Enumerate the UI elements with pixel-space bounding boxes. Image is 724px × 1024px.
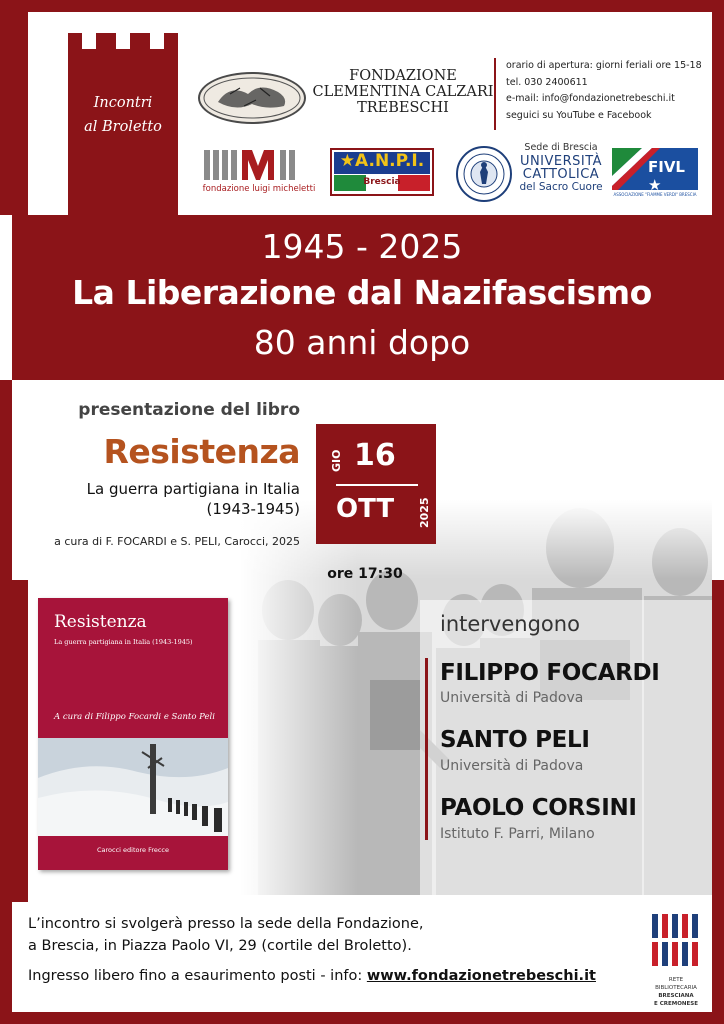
foundation-line-1: FONDAZIONE — [349, 68, 457, 84]
speakers-divider — [425, 658, 428, 840]
rete-line-3: E CREMONESE — [654, 1001, 698, 1007]
book-subtitle-line-1: La guerra partigiana in Italia — [86, 480, 300, 498]
cover-photo — [38, 738, 228, 836]
date-divider — [336, 484, 418, 486]
foundation-seal-logo — [198, 72, 306, 124]
speaker-affiliation: Università di Padova — [440, 690, 584, 706]
book-cover — [38, 598, 228, 870]
title-band — [12, 215, 712, 380]
info-text: Ingresso libero fino a esaurimento posti - info: — [28, 968, 367, 984]
date-day: 16 — [354, 438, 396, 473]
title-years: 1945 - 2025 — [261, 227, 463, 266]
cattolica-line-3: del Sacro Cuore — [519, 181, 603, 193]
cover-authors: A cura di Filippo Focardi e Santo Peli — [54, 712, 215, 722]
fivl-subtitle: ASSOCIAZIONE "FIAMME VERDI" BRESCIA — [613, 192, 697, 197]
badge-line-2: al Broletto — [84, 119, 162, 135]
presentation-label: presentazione del libro — [78, 400, 300, 420]
social-links: seguici su YouTube e Facebook — [506, 109, 652, 121]
contact-info — [494, 58, 712, 130]
cattolica-line-2: CATTOLICA — [522, 167, 600, 182]
cattolica-line-1: UNIVERSITÀ — [519, 154, 603, 169]
date-month: OTT — [336, 494, 395, 524]
website-link[interactable]: www.fondazionetrebeschi.it — [366, 968, 596, 984]
email-address: e-mail: info@fondazionetrebeschi.it — [506, 93, 675, 104]
fivl-title — [648, 158, 698, 194]
speaker-name: SANTO PELI — [440, 727, 590, 753]
fivl-text: FIVL — [648, 158, 685, 176]
merlon — [116, 33, 130, 49]
title-sub: 80 anni dopo — [253, 323, 471, 362]
checker-square — [712, 12, 724, 215]
book-title: Resistenza — [103, 432, 300, 471]
anpi-logo — [330, 148, 434, 196]
fivl-logo — [612, 148, 698, 200]
venue-line-2: a Brescia, in Piazza Paolo VI, 29 (cortile del Broletto). — [28, 938, 412, 954]
cattolica-pre: Sede di Brescia — [524, 142, 598, 153]
anpi-text: A.N.P.I. — [355, 151, 425, 171]
star-icon: ★ — [648, 176, 662, 194]
anpi-city: Brescia — [363, 177, 401, 187]
cattolica-wordmark — [518, 142, 604, 194]
foundation-line-2: CLEMENTINA CALZARI — [312, 84, 494, 100]
date-weekday: GIO — [330, 449, 343, 472]
checker-square — [712, 380, 724, 580]
frame-top — [0, 0, 724, 12]
foundation-name — [312, 68, 494, 116]
frame-bottom — [0, 1012, 724, 1024]
book-subtitle-line-2: (1943-1945) — [206, 500, 300, 518]
speaker-affiliation: Istituto F. Parri, Milano — [440, 826, 595, 842]
date-box — [316, 424, 436, 544]
speaker-affiliation: Università di Padova — [440, 758, 584, 774]
checker-square — [0, 215, 12, 380]
speaker-name: PAOLO CORSINI — [440, 795, 637, 821]
speaker-name: FILIPPO FOCARDI — [440, 660, 660, 686]
book-curators: a cura di F. FOCARDI e S. PELI, Carocci, 2025 — [54, 535, 300, 548]
merlon — [82, 33, 96, 49]
rete-line-1: RETE BIBLIOTECARIA — [655, 977, 697, 991]
cover-publisher: Carocci editore Frecce — [96, 846, 170, 854]
rete-text — [648, 976, 704, 1008]
speakers-heading: intervengono — [440, 612, 580, 636]
star-icon: ★ — [339, 151, 356, 171]
venue-line-1: L’incontro si svolgerà presso la sede della Fondazione, — [28, 916, 424, 932]
footer-panel — [12, 902, 712, 1012]
micheletti-name: fondazione luigi micheletti — [202, 184, 316, 194]
foundation-line-3: TREBESCHI — [357, 100, 449, 116]
opening-hours: orario di apertura: giorni feriali ore 15-18 — [506, 60, 702, 71]
cover-subtitle: La guerra partigiana in Italia (1943-1945) — [54, 638, 193, 646]
badge-line-1: Incontri — [93, 95, 153, 111]
badge-title — [68, 91, 178, 139]
book-subtitle — [20, 479, 300, 519]
rete-line-2: BRESCIANA — [658, 993, 694, 999]
merlon — [150, 33, 164, 49]
title-main: La Liberazione dal Nazifascismo — [72, 273, 652, 312]
cover-title: Resistenza — [54, 612, 147, 632]
broletto-badge — [68, 33, 178, 215]
rete-bibliotecaria-logo — [648, 912, 704, 1008]
info-line — [28, 968, 596, 984]
micheletti-logo — [200, 146, 318, 200]
date-year: 2025 — [418, 497, 431, 528]
cattolica-seal-logo — [456, 146, 512, 202]
phone-number: tel. 030 2400611 — [506, 76, 588, 88]
event-time: ore 17:30 — [327, 566, 403, 582]
anpi-title — [334, 151, 430, 171]
checker-square — [0, 580, 28, 900]
